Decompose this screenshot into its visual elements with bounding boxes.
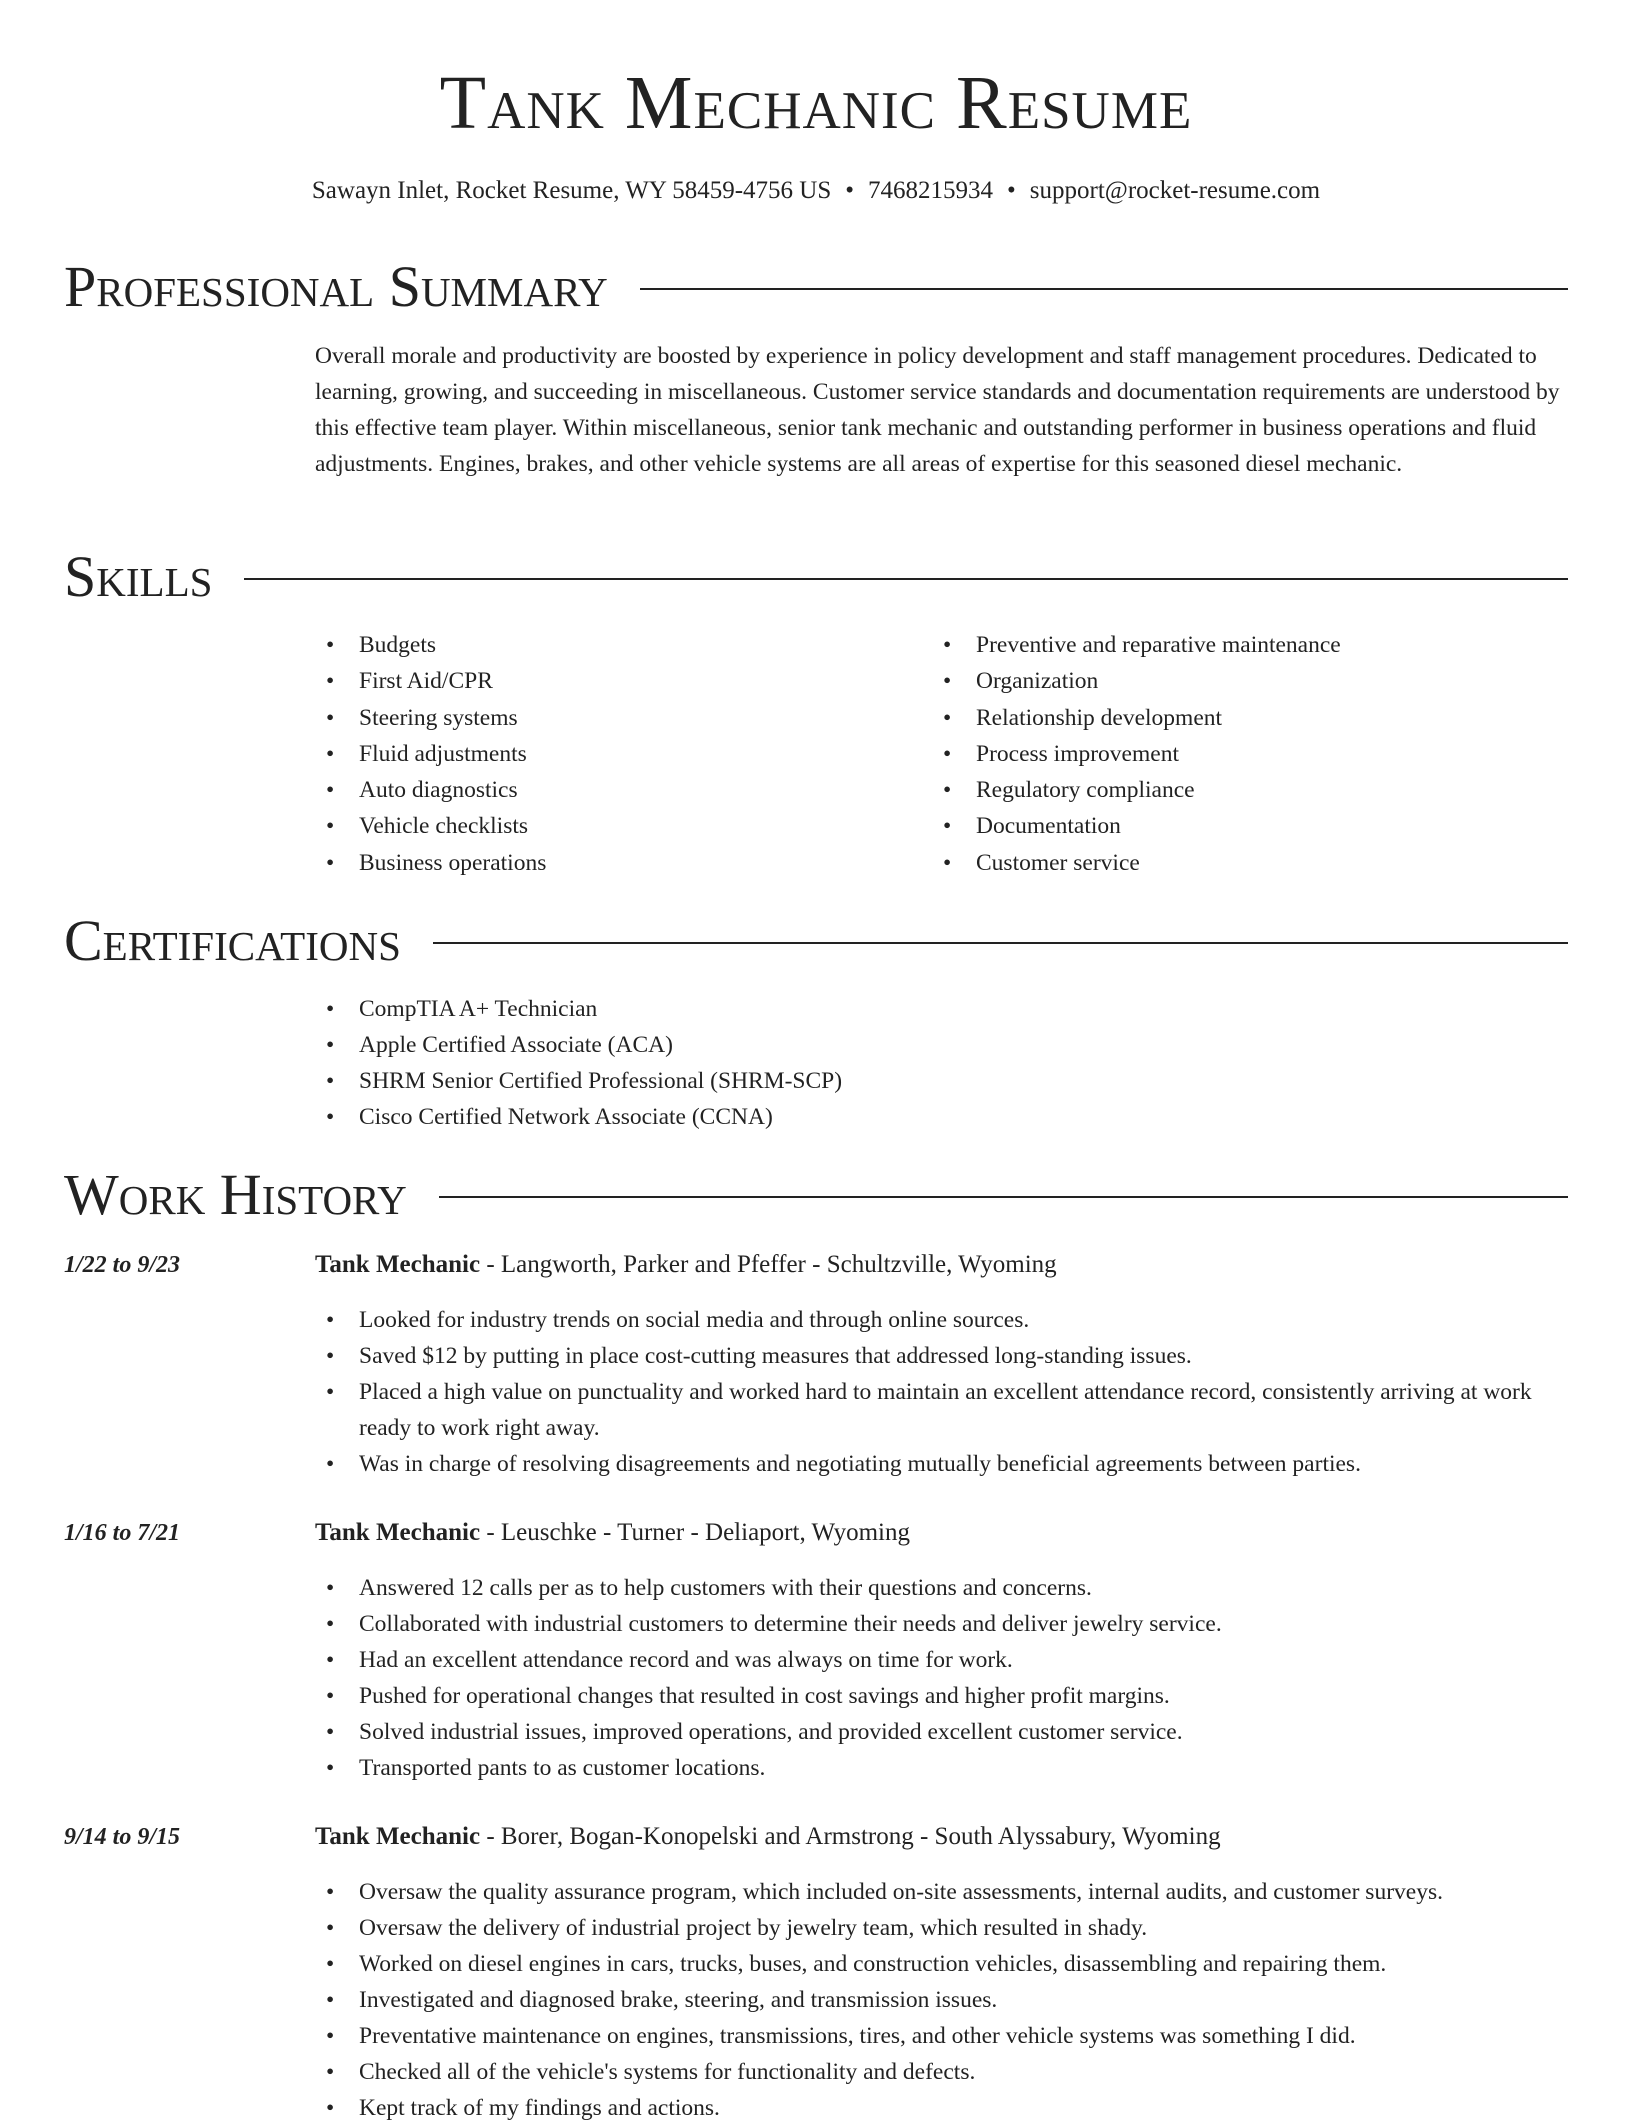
skill-item: • Vehicle checklists bbox=[315, 808, 915, 844]
job-role: Tank Mechanic bbox=[315, 1251, 481, 1278]
job-duty: • Kept track of my findings and actions. bbox=[315, 2090, 1568, 2126]
section-divider bbox=[244, 578, 1568, 580]
certification-item: • Cisco Certified Network Associate (CCNA) bbox=[315, 1099, 1568, 1135]
section-divider bbox=[439, 1196, 1568, 1198]
skill-item: • Budgets bbox=[315, 627, 915, 663]
job-heading bbox=[315, 1247, 1057, 1283]
job-duty: • Answered 12 calls per as to help customers with their questions and concerns. bbox=[315, 1570, 1568, 1606]
job-duty: • Collaborated with industrial customers to determine their needs and deliver jewelry service. bbox=[315, 1606, 1568, 1642]
skills-heading: Skills bbox=[64, 544, 213, 609]
job-dates: 1/16 to 7/21 bbox=[64, 1520, 181, 1546]
summary-heading: Professional Summary bbox=[64, 254, 608, 319]
contact-separator: • bbox=[1007, 177, 1016, 204]
skill-item: • Documentation bbox=[932, 808, 1532, 844]
skill-item: • Fluid adjustments bbox=[315, 736, 915, 772]
job-employer-location: - Leuschke - Turner - Deliaport, Wyoming bbox=[480, 1519, 910, 1546]
job-heading bbox=[315, 1515, 910, 1551]
certifications-section-header bbox=[64, 908, 1568, 974]
certifications-list bbox=[315, 991, 1568, 1135]
contact-phone: 7468215934 bbox=[868, 177, 994, 204]
skill-item: • Auto diagnostics bbox=[315, 772, 915, 808]
skill-item: • Relationship development bbox=[932, 700, 1532, 736]
job-role: Tank Mechanic bbox=[315, 1519, 481, 1546]
certification-item: • Apple Certified Associate (ACA) bbox=[315, 1027, 1568, 1063]
certification-item: • SHRM Senior Certified Professional (SHRM-SCP) bbox=[315, 1063, 1568, 1099]
contact-line bbox=[0, 174, 1632, 208]
job-duties-list bbox=[315, 1302, 1568, 1482]
skill-item: • Business operations bbox=[315, 845, 915, 881]
skills-list-left bbox=[315, 627, 915, 881]
skill-item: • Steering systems bbox=[315, 700, 915, 736]
contact-address: Sawayn Inlet, Rocket Resume, WY 58459-4756 US bbox=[311, 177, 832, 204]
job-duty: • Preventative maintenance on engines, transmissions, tires, and other vehicle systems was something I did. bbox=[315, 2018, 1568, 2054]
job-dates: 9/14 to 9/15 bbox=[64, 1824, 181, 1850]
contact-email[interactable]: support@rocket-resume.com bbox=[1029, 177, 1321, 204]
job-duty: • Transported pants to as customer locations. bbox=[315, 1750, 1568, 1786]
summary-text: Overall morale and productivity are boosted by experience in policy development and staff management procedures. Dedicated to learning, growing, and succeeding in miscellaneous. Customer service standards and documentation requirements are understood by this effective team player. Within miscellaneous, senior tank mechanic and outstanding performer in business operations and fluid adjustments. Engines, brakes, and other vehicle systems are all areas of expertise for this seasoned diesel mechanic. bbox=[315, 343, 1560, 477]
work-history-heading: Work History bbox=[64, 1162, 407, 1227]
contact-separator: • bbox=[845, 177, 855, 204]
job-employer-location: - Borer, Bogan-Konopelski and Armstrong - South Alyssabury, Wyoming bbox=[480, 1823, 1221, 1850]
job-role: Tank Mechanic bbox=[315, 1823, 481, 1850]
section-divider bbox=[640, 288, 1568, 290]
job-duty: • Worked on diesel engines in cars, trucks, buses, and construction vehicles, disassembling and repairing them. bbox=[315, 1946, 1568, 1982]
job-duties-list bbox=[315, 1570, 1568, 1786]
skills-section-header bbox=[64, 544, 1568, 610]
job-duty: • Looked for industry trends on social media and through online sources. bbox=[315, 1302, 1568, 1338]
skill-item: • Preventive and reparative maintenance bbox=[932, 627, 1532, 663]
job-duty: • Solved industrial issues, improved operations, and provided excellent customer service. bbox=[315, 1714, 1568, 1750]
job-duties-list bbox=[315, 1874, 1568, 2126]
job-heading bbox=[315, 1819, 1221, 1855]
job-duty: • Was in charge of resolving disagreements and negotiating mutually beneficial agreements between parties. bbox=[315, 1446, 1568, 1482]
skill-item: • Process improvement bbox=[932, 736, 1532, 772]
job-duty: • Had an excellent attendance record and was always on time for work. bbox=[315, 1642, 1568, 1678]
skill-item: • Customer service bbox=[932, 845, 1532, 881]
section-divider bbox=[433, 942, 1568, 944]
skill-item: • Organization bbox=[932, 663, 1532, 699]
work-history-section-header bbox=[64, 1162, 1568, 1228]
skill-item: • First Aid/CPR bbox=[315, 663, 915, 699]
certification-item: • CompTIA A+ Technician bbox=[315, 991, 1568, 1027]
job-duty: • Placed a high value on punctuality and worked hard to maintain an excellent attendance record, consistently arriving at work ready to work right away. bbox=[315, 1374, 1568, 1446]
summary-section-header bbox=[64, 254, 1568, 320]
job-duty: • Oversaw the quality assurance program, which included on-site assessments, internal audits, and customer surveys. bbox=[315, 1874, 1568, 1910]
job-duty: • Pushed for operational changes that resulted in cost savings and higher profit margins. bbox=[315, 1678, 1568, 1714]
certifications-heading: Certifications bbox=[64, 908, 401, 973]
job-duty: • Investigated and diagnosed brake, steering, and transmission issues. bbox=[315, 1982, 1568, 2018]
skill-item: • Regulatory compliance bbox=[932, 772, 1532, 808]
job-employer-location: - Langworth, Parker and Pfeffer - Schultzville, Wyoming bbox=[480, 1251, 1057, 1278]
job-dates: 1/22 to 9/23 bbox=[64, 1252, 181, 1278]
job-duty: • Saved $12 by putting in place cost-cutting measures that addressed long-standing issues. bbox=[315, 1338, 1568, 1374]
resume-title: Tank Mechanic Resume bbox=[439, 61, 1193, 145]
job-duty: • Oversaw the delivery of industrial project by jewelry team, which resulted in shady. bbox=[315, 1910, 1568, 1946]
skills-list-right bbox=[932, 627, 1532, 881]
job-duty: • Checked all of the vehicle's systems for functionality and defects. bbox=[315, 2054, 1568, 2090]
